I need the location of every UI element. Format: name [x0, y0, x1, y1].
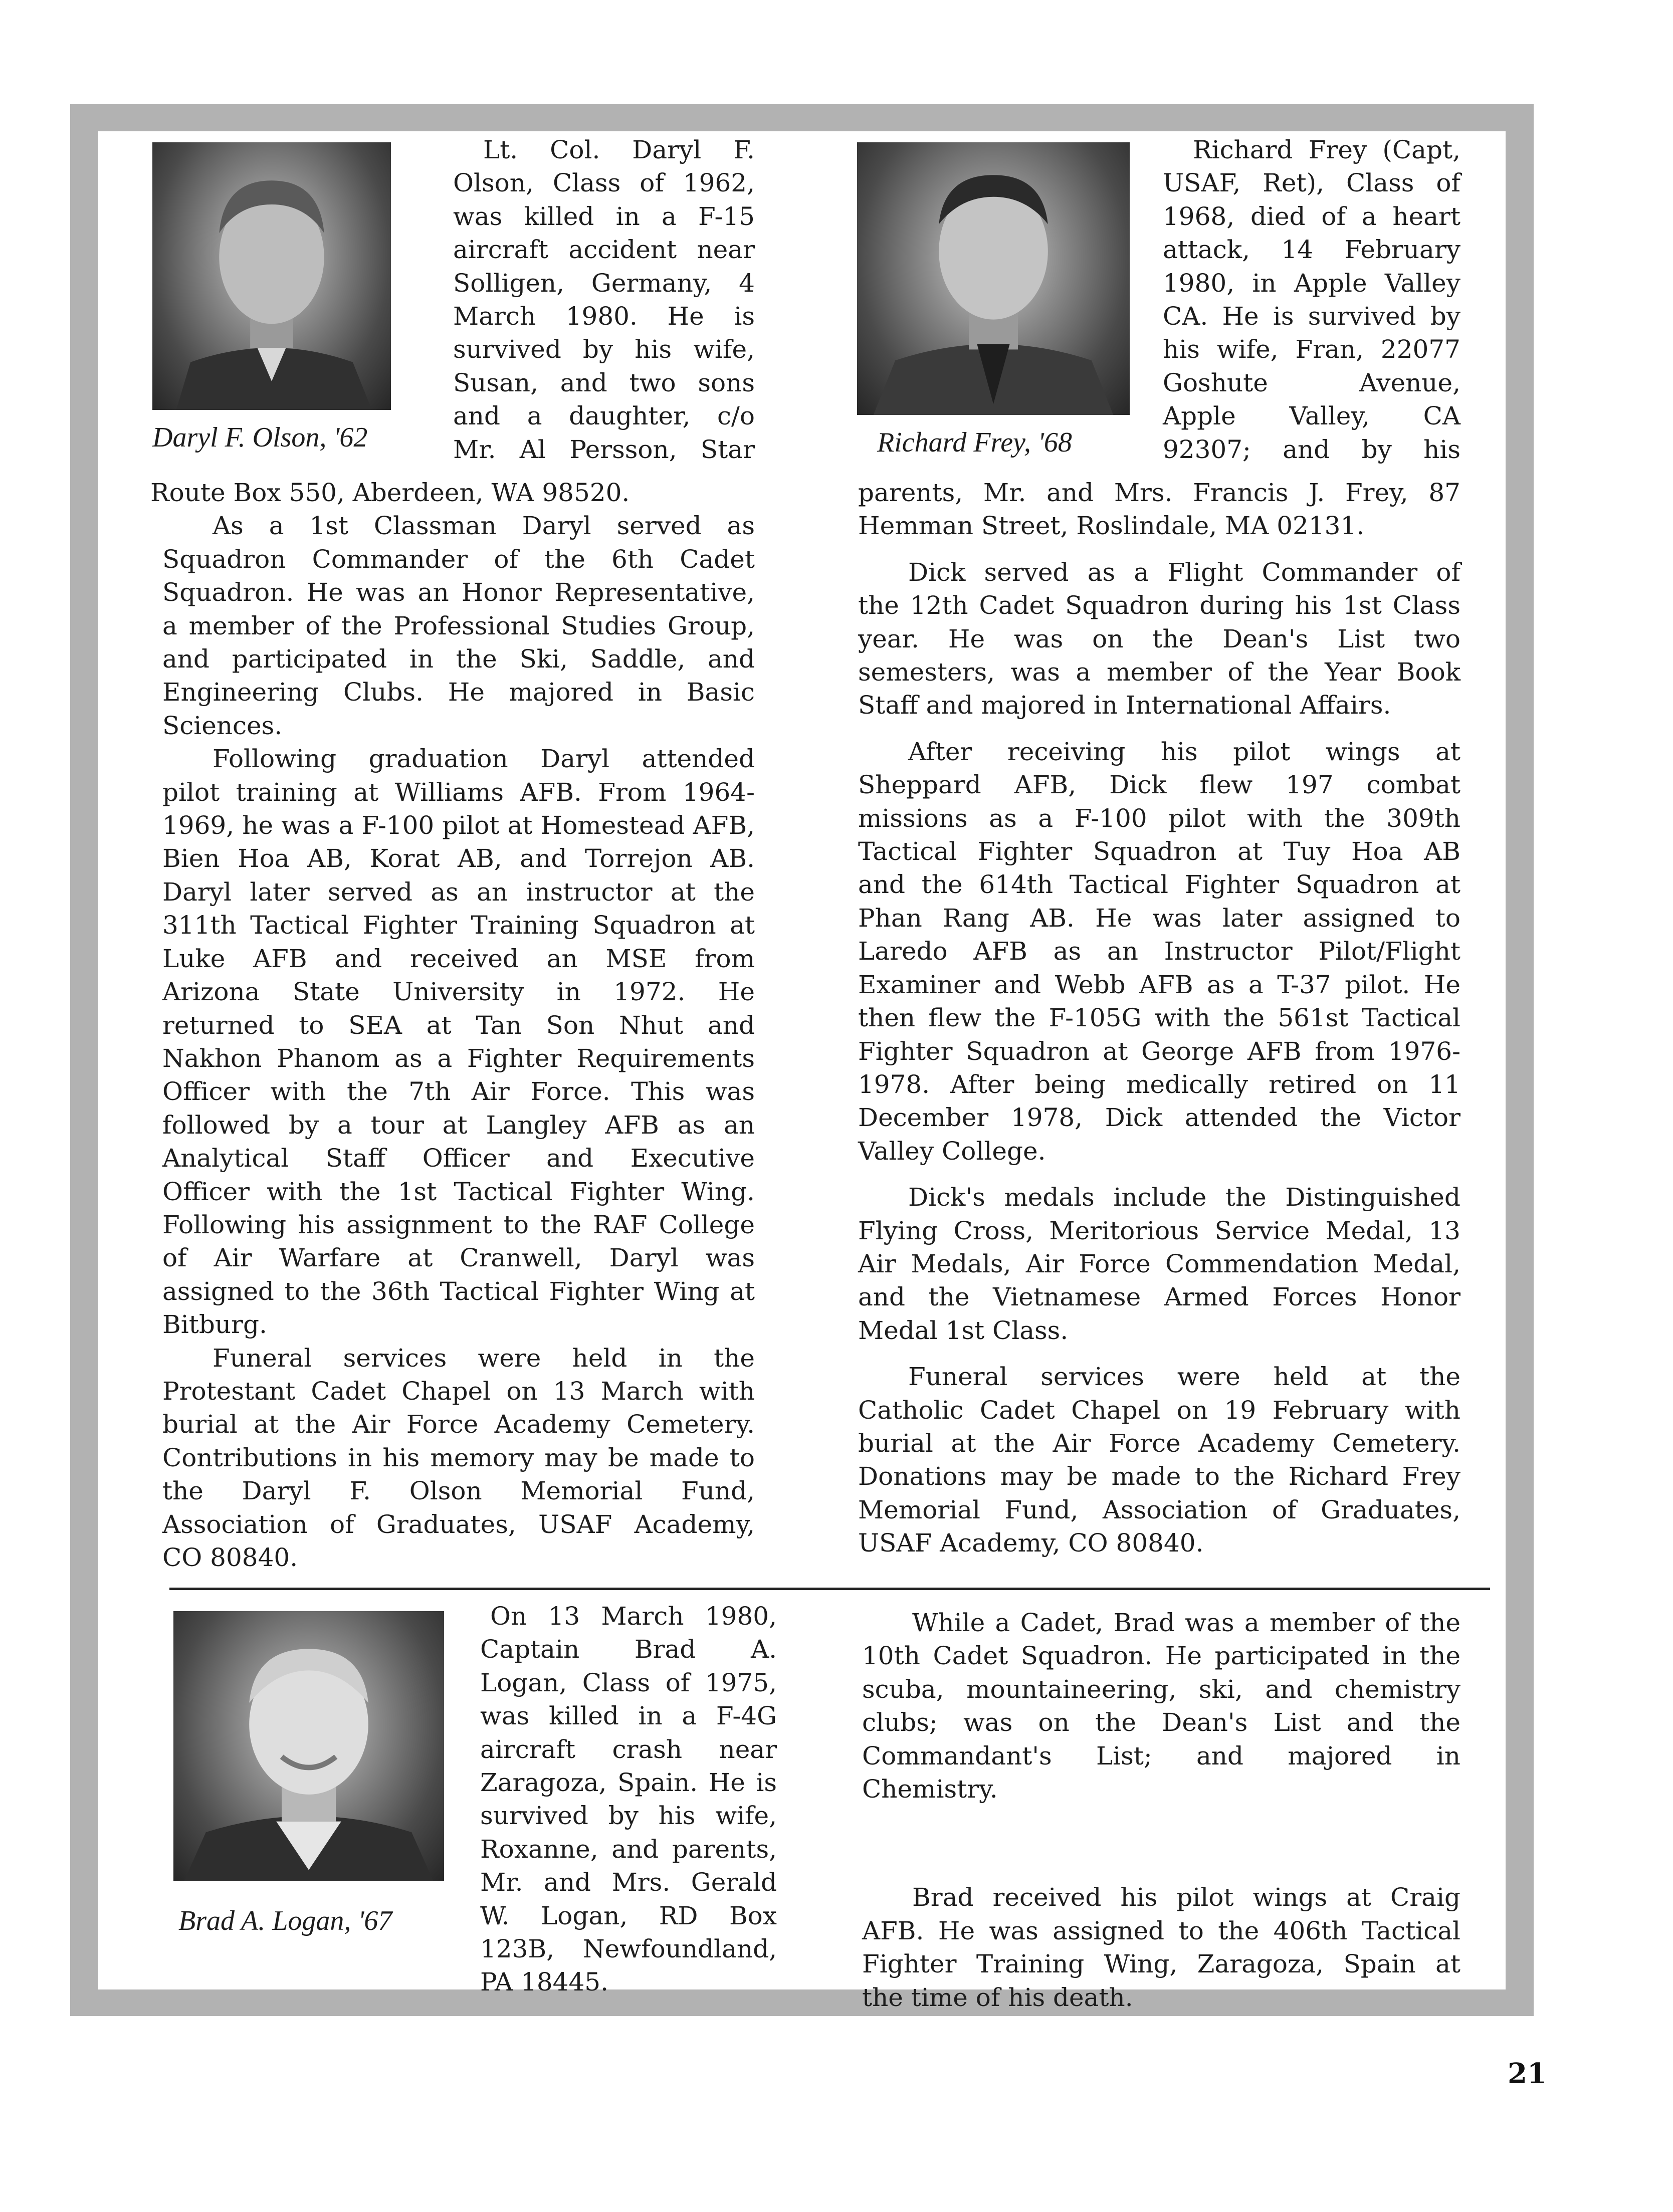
text-line: and the 614th Tactical Fighter Squadron at [858, 870, 1460, 900]
text-line: December 1978, Dick attended the Victor [858, 1103, 1460, 1133]
text-line: USAF Academy, CO 80840. [858, 1528, 1204, 1558]
text-line: the Daryl F. Olson Memorial Fund, [162, 1476, 755, 1506]
text-line: attack, 14 February [1163, 235, 1460, 265]
text-line: Tactical Fighter Squadron at Tuy Hoa AB [858, 837, 1460, 866]
text-line: Fighter Squadron at George AFB from 1976- [858, 1036, 1460, 1066]
logan-right-text [862, 1606, 1460, 2014]
text-line: Examiner and Webb AFB as a T-37 pilot. He [858, 970, 1460, 999]
text-line: W. Logan, RD Box [480, 1901, 777, 1930]
text-line: Phan Rang AB. He was later assigned to [858, 903, 1460, 933]
text-line: Memorial Fund, Association of Graduates, [858, 1495, 1460, 1524]
text-line: Daryl later served as an instructor at the [162, 877, 755, 907]
text-line: Mr. Al Persson, Star [453, 434, 755, 464]
text-line: Mr. and Mrs. Gerald [480, 1868, 777, 1897]
text-line: 10th Cadet Squadron. He participated in the [862, 1641, 1460, 1671]
text-line: Logan, Class of 1975, [480, 1668, 777, 1697]
text-line: was killed in a F-15 [453, 201, 755, 231]
text-line: Dick's medals include the Distinguished [908, 1183, 1460, 1212]
text-line: Dick served as a Flight Commander of [908, 557, 1460, 587]
text-line: Zaragoza, Spain. He is [480, 1768, 777, 1798]
text-line: aircraft crash near [480, 1734, 777, 1764]
text-line: Staff and majored in International Affairs. [858, 691, 1391, 720]
text-line: Bitburg. [162, 1310, 267, 1340]
text-line: semesters, was a member of the Year Book [858, 657, 1460, 687]
text-line: Contributions in his memory may be made to [162, 1443, 755, 1472]
text-line: Brad received his pilot wings at Craig [912, 1883, 1460, 1912]
text-line: Engineering Clubs. He majored in Basic [162, 678, 755, 707]
text-line: aircraft accident near [453, 235, 755, 265]
text-line: March 1980. He is [453, 302, 755, 331]
text-line: parents, Mr. and Mrs. Francis J. Frey, 87 [858, 478, 1460, 507]
text-line: Richard Frey (Capt, [1193, 135, 1460, 164]
text-line: of Air Warfare at Cranwell, Daryl was [162, 1243, 755, 1273]
text-line: On 13 March 1980, [490, 1602, 777, 1631]
text-line: Officer with the 1st Tactical Fighter Wing. [162, 1177, 755, 1206]
text-line: assigned to the 36th Tactical Fighter Wing at [162, 1276, 755, 1306]
text-line: Chemistry. [862, 1775, 998, 1804]
text-line: Laredo AFB as an Instructor Pilot/Flight [858, 937, 1460, 966]
text-line: Luke AFB and received an MSE from [162, 944, 755, 973]
text-line: Apple Valley, CA [1163, 401, 1460, 431]
text-line: 1980, in Apple Valley [1163, 268, 1460, 298]
text-line: and participated in the Ski, Saddle, and [162, 644, 755, 674]
text-line: Following his assignment to the RAF College [162, 1210, 755, 1239]
text-line: a member of the Professional Studies Group, [162, 611, 755, 640]
text-line: year. He was on the Dean's List two [858, 624, 1460, 653]
text-line: CA. He is survived by [1163, 302, 1460, 331]
olson-body-text [150, 476, 755, 1574]
text-line: Officer with the 7th Air Force. This was [162, 1077, 755, 1107]
text-line: and the Vietnamese Armed Forces Honor [858, 1282, 1460, 1312]
portrait-brad-logan [173, 1611, 444, 1881]
caption-richard-frey: Richard Frey, '68 [877, 427, 1072, 458]
text-line: Route Box 550, Aberdeen, WA 98520. [150, 478, 630, 507]
text-line: 1968, died of a heart [1163, 201, 1460, 231]
text-line: Commandant's List; and majored in [862, 1741, 1460, 1771]
text-line: Arizona State University in 1972. He [162, 977, 755, 1007]
text-line: Analytical Staff Officer and Executive [162, 1144, 755, 1173]
text-line: After receiving his pilot wings at [908, 737, 1460, 766]
text-line: Fighter Training Wing, Zaragoza, Spain at [862, 1949, 1460, 1979]
text-line: clubs; was on the Dean's List and the [862, 1708, 1460, 1737]
text-line: Flying Cross, Meritorious Service Medal, 13 [858, 1216, 1460, 1245]
text-line: While a Cadet, Brad was a member of the [912, 1608, 1460, 1637]
text-line: 92307; and by his [1163, 434, 1460, 464]
text-line: As a 1st Classman Daryl served as [213, 511, 755, 541]
text-line: Valley College. [858, 1136, 1046, 1166]
caption-daryl-olson: Daryl F. Olson, '62 [152, 422, 368, 453]
text-line: his wife, Fran, 22077 [1163, 335, 1460, 364]
text-line: Donations may be made to the Richard Frey [858, 1462, 1460, 1491]
text-line: Sciences. [162, 711, 283, 740]
text-line: burial at the Air Force Academy Cemetery. [162, 1410, 755, 1439]
text-line: Hemman Street, Roslindale, MA 02131. [858, 511, 1365, 541]
portrait-daryl-olson [152, 142, 391, 410]
text-line: missions as a F-100 pilot with the 309th [858, 803, 1460, 833]
text-line: the time of his death. [862, 1982, 1133, 2012]
text-line: Association of Graduates, USAF Academy, [162, 1509, 755, 1539]
text-line: Bien Hoa AB, Korat AB, and Torrejon AB. [162, 844, 755, 873]
frey-body-text [858, 476, 1460, 1560]
text-line: Roxanne, and parents, [480, 1834, 777, 1864]
text-line: 123B, Newfoundland, [480, 1934, 777, 1964]
text-line: Protestant Cadet Chapel on 13 March with [162, 1376, 755, 1406]
text-line: Olson, Class of 1962, [453, 168, 755, 198]
text-line: Following graduation Daryl attended [213, 744, 755, 774]
text-line: CO 80840. [162, 1543, 298, 1572]
olson-wrap-text [453, 133, 755, 466]
text-line: Susan, and two sons [453, 368, 755, 397]
text-line: was killed in a F-4G [480, 1701, 777, 1731]
logan-wrap-text [480, 1600, 777, 1999]
text-line: Sheppard AFB, Dick flew 197 combat [858, 770, 1460, 800]
text-line: PA 18445. [480, 1967, 609, 1997]
text-line: Catholic Cadet Chapel on 19 February with [858, 1395, 1460, 1425]
page-number: 21 [1508, 2057, 1547, 2090]
text-line: followed by a tour at Langley AFB as an [162, 1110, 755, 1140]
frey-wrap-text [1163, 133, 1460, 466]
text-line: scuba, mountaineering, ski, and chemistry [862, 1674, 1460, 1704]
text-line: Funeral services were held at the [908, 1362, 1460, 1392]
text-line: 1969, he was a F-100 pilot at Homestead AFB, [162, 811, 755, 840]
text-line: Medal 1st Class. [858, 1315, 1069, 1345]
text-line: AFB. He was assigned to the 406th Tactical [862, 1916, 1460, 1945]
text-line: USAF, Ret), Class of [1163, 168, 1460, 198]
portrait-richard-frey [857, 142, 1130, 415]
text-line: Goshute Avenue, [1163, 368, 1460, 397]
text-line: the 12th Cadet Squadron during his 1st Class [858, 591, 1460, 620]
text-line: returned to SEA at Tan Son Nhut and [162, 1010, 755, 1040]
text-line: Captain Brad A. [480, 1635, 777, 1664]
text-line: 1978. After being medically retired on 11 [858, 1069, 1460, 1099]
text-line: survived by his wife, [453, 335, 755, 364]
caption-brad-logan: Brad A. Logan, '67 [178, 1905, 392, 1936]
text-line: pilot training at Williams AFB. From 1964- [162, 777, 755, 807]
text-line: Squadron. He was an Honor Representative, [162, 578, 755, 607]
text-line: Funeral services were held in the [213, 1343, 755, 1373]
text-line: and a daughter, c/o [453, 401, 755, 431]
text-line: burial at the Air Force Academy Cemetery. [858, 1428, 1460, 1458]
text-line: Air Medals, Air Force Commendation Medal, [858, 1249, 1460, 1278]
text-line: Nakhon Phanom as a Fighter Requirements [162, 1043, 755, 1073]
text-line: Solligen, Germany, 4 [453, 268, 755, 298]
text-line: Lt. Col. Daryl F. [483, 135, 755, 164]
text-line: then flew the F-105G with the 561st Tactical [858, 1003, 1460, 1033]
text-line: Squadron Commander of the 6th Cadet [162, 544, 755, 574]
text-line: 311th Tactical Fighter Training Squadron at [162, 911, 755, 940]
text-line: survived by his wife, [480, 1801, 777, 1831]
section-divider [169, 1588, 1490, 1590]
